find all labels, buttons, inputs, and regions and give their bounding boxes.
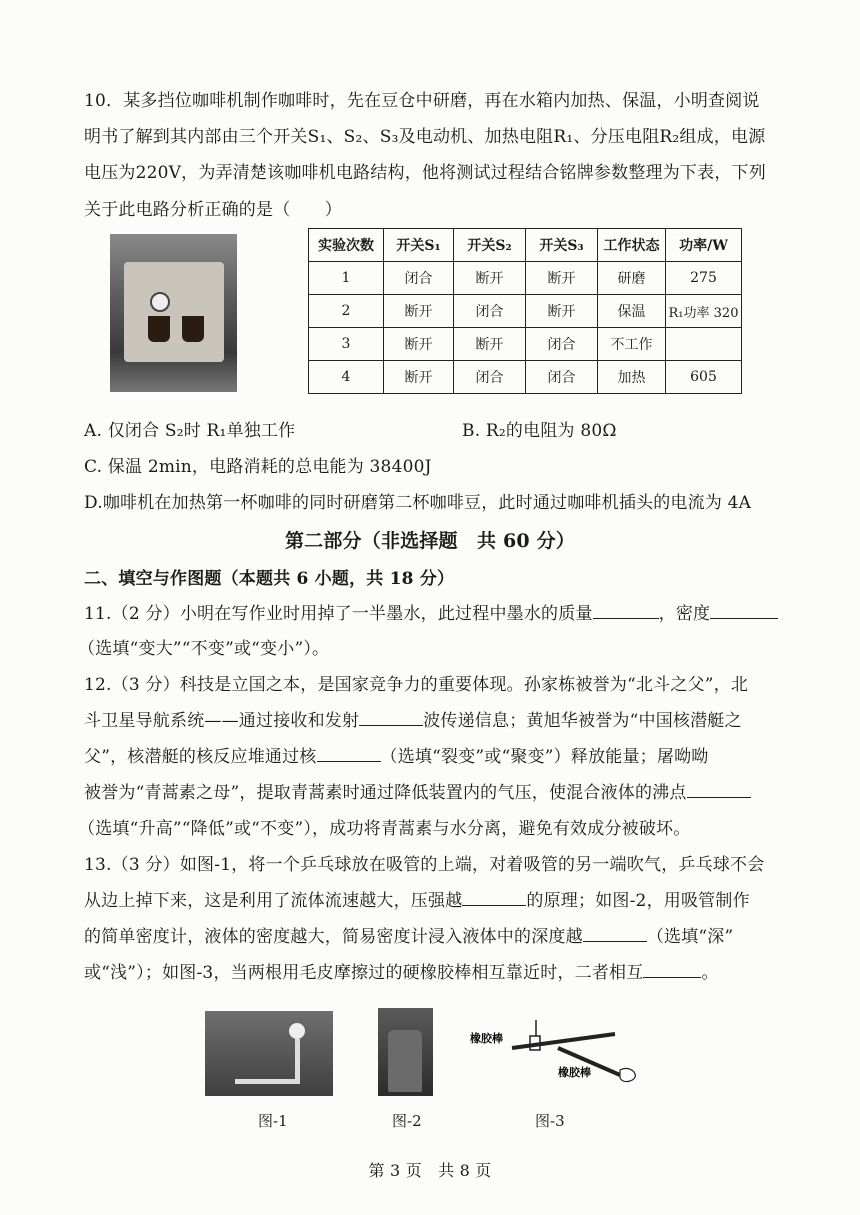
table-cell: 断开 (454, 262, 526, 295)
q13-text: 的原理；如图-2，用吸管制作 (526, 891, 750, 911)
q12-line-1: 12.（3 分）科技是立国之本，是国家竞争力的重要体现。孙家栋被誉为“北斗之父”，北 (84, 675, 749, 695)
table-row (309, 328, 742, 361)
q12-text: 波传递信息；黄旭华被誉为“中国核潜艇之 (423, 711, 742, 731)
q13-text: 或“浅”）；如图-3，当两根用毛皮摩擦过的硬橡胶棒相互靠近时，二者相互 (84, 963, 644, 983)
table-row (309, 262, 742, 295)
part-two-title: 第二部分（非选择题 共 60 分） (284, 530, 576, 552)
q12-text: （选填“裂变”或“聚变”）释放能量；屠呦呦 (380, 747, 709, 767)
table-row (309, 295, 742, 328)
q12-line-2 (84, 706, 742, 731)
q13-line-2 (84, 886, 750, 911)
q13-line-3 (84, 922, 733, 947)
q12-line-3 (84, 742, 708, 767)
table-header-cell: 开关S₂ (454, 229, 526, 262)
answer-blank[interactable] (593, 602, 659, 619)
table-cell: 闭合 (526, 328, 598, 361)
q13-line-1: 13.（3 分）如图-1，将一个乒乓球放在吸管的上端，对着吸管的另一端吹气，乒乓球不会 (84, 855, 765, 875)
table-cell: 研磨 (598, 262, 666, 295)
figure-2-caption: 图-2 (392, 1112, 422, 1130)
q10-option-d: D.咖啡机在加热第一杯咖啡的同时研磨第二杯咖啡豆，此时通过咖啡机插头的电流为 4A (84, 493, 752, 513)
coffee-machine-photo (110, 234, 237, 392)
q11-line-1 (84, 599, 778, 624)
table-cell (666, 328, 742, 361)
table-cell: 闭合 (384, 262, 454, 295)
table-cell: 605 (666, 361, 742, 394)
table-cell: 不工作 (598, 328, 666, 361)
q13-text: 的简单密度计，液体的密度越大，简易密度计浸入液体中的深度越 (84, 927, 583, 947)
table-cell: 保温 (598, 295, 666, 328)
table-row (309, 361, 742, 394)
table-cell: 断开 (384, 361, 454, 394)
table-cell: 4 (309, 361, 384, 394)
q13-text: （选填“深” (646, 927, 734, 947)
q10-option-c: C. 保温 2min，电路消耗的总电能为 38400J (84, 457, 432, 477)
rod-label-top: 橡胶棒 (470, 1033, 503, 1045)
q11-text-a: 11.（2 分）小明在写作业时用掉了一半墨水，此过程中墨水的质量 (84, 604, 593, 624)
table-header-cell: 开关S₃ (526, 229, 598, 262)
table-cell: 闭合 (526, 361, 598, 394)
table-cell: 1 (309, 262, 384, 295)
answer-blank[interactable] (643, 961, 701, 978)
rod-label-bottom: 橡胶棒 (558, 1067, 591, 1079)
table-cell: 断开 (526, 262, 598, 295)
q10-line-1: 10．某多挡位咖啡机制作咖啡时，先在豆仓中研磨，再在水箱内加热、保温，小明查阅说 (84, 91, 760, 111)
table-cell: 2 (309, 295, 384, 328)
ping-pong-straw-photo (205, 1011, 333, 1096)
q12-text: 父”，核潜艇的核反应堆通过核 (84, 747, 317, 767)
density-meter-photo (378, 1008, 433, 1096)
q11-text-b: ，密度 (658, 604, 711, 624)
q13-text: 。 (701, 963, 719, 983)
table-header-cell: 功率/W (666, 229, 742, 262)
q13-text: 从边上掉下来，这是利用了流体流速越大，压强越 (84, 891, 463, 911)
table-cell: 闭合 (454, 295, 526, 328)
table-cell: 3 (309, 328, 384, 361)
figure-3-caption: 图-3 (535, 1112, 565, 1130)
table-cell: R₁功率 320 (666, 295, 742, 328)
table-header-cell: 实验次数 (309, 229, 384, 262)
q13-line-4 (84, 958, 719, 983)
answer-blank[interactable] (583, 925, 647, 942)
page-footer: 第 3 页 共 8 页 (368, 1161, 492, 1180)
q11-line-2: （选填“变大”“不变”或“变小”）。 (78, 639, 330, 659)
answer-blank[interactable] (317, 745, 381, 762)
answer-blank[interactable] (687, 781, 751, 798)
rubber-rod-diagram (470, 1020, 645, 1090)
q10-option-a: A. 仅闭合 S₂时 R₁单独工作 (84, 421, 296, 441)
answer-blank[interactable] (462, 889, 526, 906)
figure-1-caption: 图-1 (258, 1112, 288, 1130)
table-header-cell: 工作状态 (598, 229, 666, 262)
table-cell: 断开 (526, 295, 598, 328)
table-cell: 加热 (598, 361, 666, 394)
table-cell: 闭合 (454, 361, 526, 394)
answer-blank[interactable] (359, 709, 423, 726)
table-cell: 断开 (384, 328, 454, 361)
q12-text: 被誉为“青蒿素之母”，提取青蒿素时通过降低装置内的气压，使混合液体的沸点 (84, 783, 687, 803)
section-two-title: 二、填空与作图题（本题共 6 小题，共 18 分） (84, 569, 455, 589)
parameter-table (308, 228, 742, 394)
table-cell: 断开 (384, 295, 454, 328)
table-header-row (309, 229, 742, 262)
table-cell: 275 (666, 262, 742, 295)
q12-line-4 (84, 778, 751, 803)
q10-line-4: 关于此电路分析正确的是（ ） (84, 200, 342, 220)
answer-blank[interactable] (710, 602, 778, 619)
q12-line-5: （选填“升高”“降低”或“不变”），成功将青蒿素与水分离，避免有效成分被破坏。 (78, 819, 691, 839)
table-header-cell: 开关S₁ (384, 229, 454, 262)
q10-line-3: 电压为220V，为弄清楚该咖啡机电路结构，他将测试过程结合铭牌参数整理为下表，下列 (84, 163, 766, 183)
q12-text: 斗卫星导航系统——通过接收和发射 (84, 711, 360, 731)
q10-line-2: 明书了解到其内部由三个开关S₁、S₂、S₃及电动机、加热电阻R₁、分压电阻R₂组成，电源 (84, 127, 766, 147)
q10-option-b: B. R₂的电阻为 80Ω (462, 421, 617, 441)
table-cell: 断开 (454, 328, 526, 361)
